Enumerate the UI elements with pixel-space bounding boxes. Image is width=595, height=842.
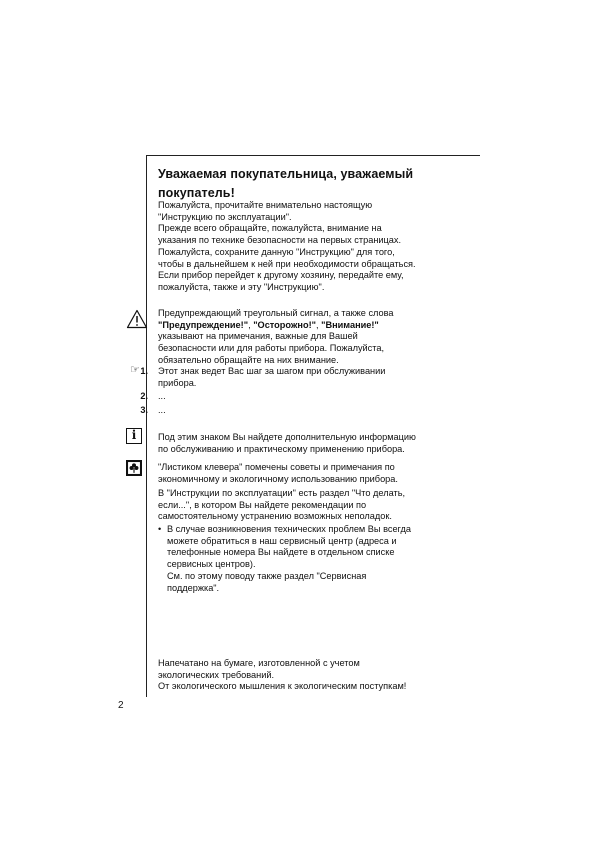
intro-line: Пожалуйста, сохраните данную "Инструкцию" для того, <box>158 246 395 257</box>
page-number: 2 <box>118 700 124 711</box>
bullet-line: телефонные номера Вы найдете в отдельном списке <box>167 547 395 558</box>
troubleshooting-paragraph <box>158 488 478 523</box>
page-title: Уважаемая покупательница, уважаемый покупатель! <box>158 167 414 200</box>
step-text: прибора. <box>158 377 197 388</box>
warning-paragraph <box>158 308 478 367</box>
info-line: Под этим знаком Вы найдете дополнительную информацию <box>158 432 416 442</box>
keyword-caution: "Осторожно!" <box>253 319 316 330</box>
footer-line: Напечатано на бумаге, изготовленной с учетом <box>158 658 360 668</box>
step-text: ... <box>158 405 166 416</box>
left-margin-rule <box>146 155 147 697</box>
intro-line: Пожалуйста, прочитайте внимательно настоящую <box>158 200 373 210</box>
step-number: 3. <box>140 405 148 416</box>
step-text: ... <box>158 391 166 402</box>
intro-line: Прежде всего обращайте, пожалуйста, внимание на <box>158 223 382 234</box>
clover-leaf-icon <box>126 460 142 476</box>
list-item <box>0 405 478 417</box>
intro-line: "Инструкцию по эксплуатации". <box>158 211 292 222</box>
warning-triangle-icon <box>126 309 148 329</box>
step-number: 1. <box>140 366 148 376</box>
eco-paragraph <box>158 462 478 485</box>
info-icon: i <box>126 428 142 444</box>
eco-line: "Листиком клевера" помечены советы и примечания по <box>158 462 395 472</box>
list-item <box>0 366 478 378</box>
top-rule <box>146 155 480 156</box>
eco-print-note <box>158 658 478 693</box>
bullet-line: сервисных центров). <box>167 559 256 570</box>
pointing-hand-icon: ☞ <box>130 364 140 376</box>
troubleshooting-line: если...", в котором Вы найдете рекомендации по <box>158 499 367 510</box>
bullet-line: См. по этому поводу также раздел "Сервисная <box>167 570 367 581</box>
bullet-line: можете обратиться в наш сервисный центр (адреса и <box>167 535 397 546</box>
separator: , <box>248 319 254 330</box>
warning-line: указывают на примечания, важные для Вашей <box>158 331 358 342</box>
keyword-warning: "Предупреждение!" <box>158 319 249 330</box>
intro-paragraph <box>158 200 478 294</box>
keyword-attention: "Внимание!" <box>321 319 379 330</box>
step-number: 2. <box>140 391 148 402</box>
intro-line: указания по технике безопасности на первых страницах. <box>158 235 402 246</box>
warning-line: Предупреждающий треугольный сигнал, а также слова <box>158 308 394 318</box>
info-paragraph <box>158 432 478 455</box>
steps-list <box>0 366 478 417</box>
bullet-line: поддержка". <box>167 582 220 593</box>
warning-keywords-line <box>158 320 478 332</box>
troubleshooting-line: В "Инструкции по эксплуатации" есть раздел "Что делать, <box>158 488 406 498</box>
list-item-continuation <box>0 378 478 390</box>
eco-line: экономичному и экологичному использованию прибора. <box>158 473 398 484</box>
intro-line: пожалуйста, также и эту "Инструкцию". <box>158 281 325 292</box>
warning-line: обязательно обращайте на них внимание. <box>158 354 339 365</box>
bullet-line: В случае возникновения технических проблем Вы всегда <box>167 524 411 534</box>
bullet-symbol: • <box>158 524 162 534</box>
footer-line: От экологического мышления к экологическим поступкам! <box>158 681 407 692</box>
list-item <box>0 391 478 403</box>
footer-line: экологических требований. <box>158 669 275 680</box>
troubleshooting-line: самостоятельному устранению возможных неполадок. <box>158 511 392 522</box>
separator: , <box>315 319 322 330</box>
bullet-body <box>167 524 479 594</box>
intro-line: Если прибор перейдет к другому хозяину, передайте ему, <box>158 270 404 281</box>
intro-line: чтобы в дальнейшем к ней при необходимости обращаться. <box>158 258 416 269</box>
info-line: по обслуживанию и практическому применению прибора. <box>158 443 405 454</box>
warning-line: безопасности или для работы прибора. Пожалуйста, <box>158 343 385 354</box>
step-text: Этот знак ведет Вас шаг за шагом при обслуживании <box>158 366 386 376</box>
